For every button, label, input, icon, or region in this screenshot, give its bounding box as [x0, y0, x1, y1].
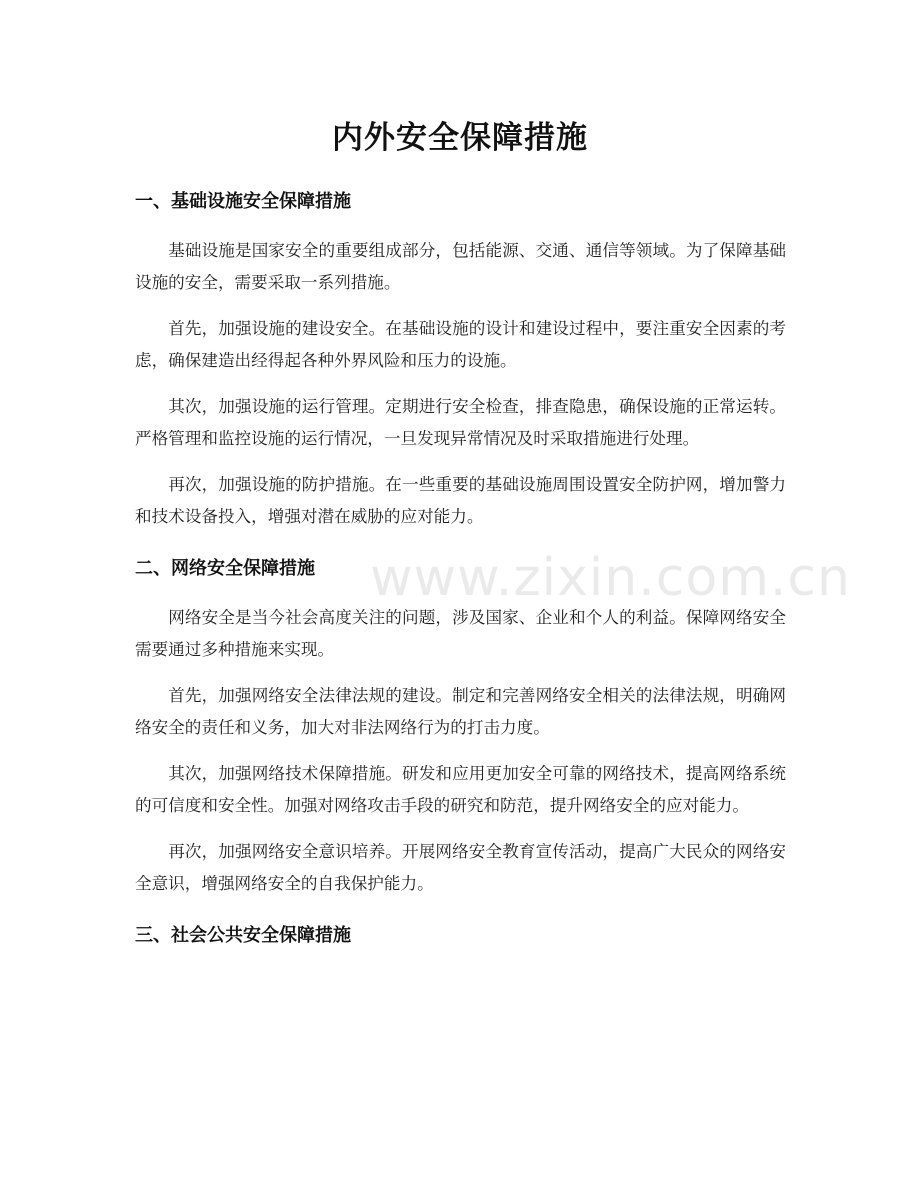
section-1-paragraph-2: 首先，加强设施的建设安全。在基础设施的设计和建设过程中，要注重安全因素的考虑，确保建造出经得起各种外界风险和压力的设施。 — [135, 319, 786, 370]
section-1-paragraph-1: 基础设施是国家安全的重要组成部分，包括能源、交通、通信等领域。为了保障基础设施的安全，需要采取一系列措施。 — [135, 241, 786, 292]
section-1-paragraph-3: 其次，加强设施的运行管理。定期进行安全检查，排查隐患，确保设施的正常运转。严格管理和监控设施的运行情况，一旦发现异常情况及时采取措施进行处理。 — [135, 397, 786, 448]
watermark-text: www.zixin.com.cn — [370, 548, 851, 608]
section-2-paragraph-4: 再次，加强网络安全意识培养。开展网络安全教育宣传活动，提高广大民众的网络安全意识，增强网络安全的自我保护能力。 — [135, 842, 786, 893]
section-2-paragraph-1: 网络安全是当今社会高度关注的问题，涉及国家、企业和个人的利益。保障网络安全需要通过多种措施来实现。 — [135, 608, 786, 659]
section-heading-2: 二、网络安全保障措施 — [135, 558, 315, 579]
page-title: 内外安全保障措施 — [332, 120, 588, 156]
section-heading-1: 一、基础设施安全保障措施 — [135, 191, 351, 212]
section-1-paragraph-4: 再次，加强设施的防护措施。在一些重要的基础设施周围设置安全防护网，增加警力和技术设备投入，增强对潜在威胁的应对能力。 — [135, 475, 786, 526]
section-heading-3: 三、社会公共安全保障措施 — [135, 925, 351, 946]
section-2-paragraph-3: 其次，加强网络技术保障措施。研发和应用更加安全可靠的网络技术，提高网络系统的可信度和安全性。加强对网络攻击手段的研究和防范，提升网络安全的应对能力。 — [135, 764, 786, 815]
document-body — [135, 186, 786, 969]
section-2-paragraph-2: 首先，加强网络安全法律法规的建设。制定和完善网络安全相关的法律法规，明确网络安全的责任和义务，加大对非法网络行为的打击力度。 — [135, 686, 786, 737]
